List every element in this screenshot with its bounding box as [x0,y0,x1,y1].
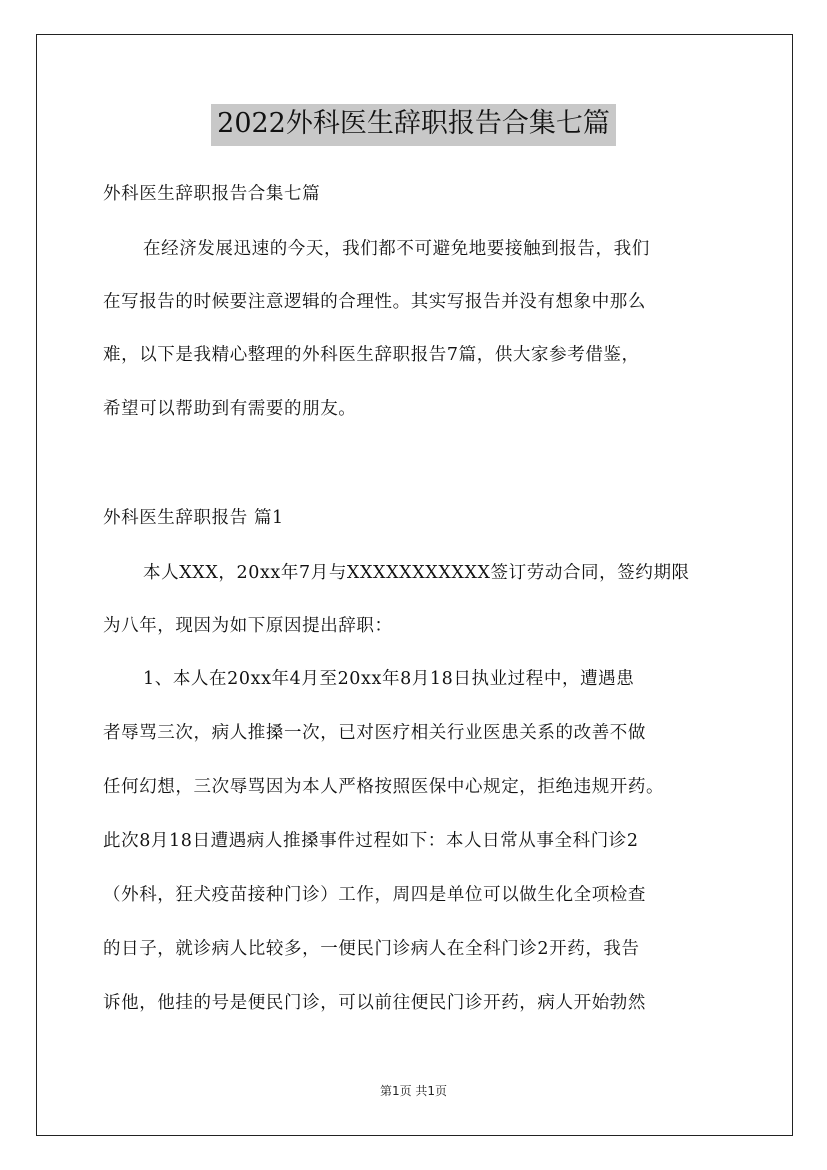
document-title: 2022外科医生辞职报告合集七篇 [211,104,616,146]
document-title-wrap [0,104,827,146]
para2-line-2: 者辱骂三次，病人推搡一次，已对医疗相关行业医患关系的改善不做 [103,723,646,743]
para2-line-6: 的日子，就诊病人比较多，一便民门诊病人在全科门诊2开药，我告 [103,939,640,959]
document-subtitle: 外科医生辞职报告合集七篇 [103,184,321,204]
page-footer: 第1页 共1页 [379,1084,448,1098]
intro-line-1: 在经济发展迅速的今天，我们都不可避免地要接触到报告，我们 [143,239,650,259]
para1-line-2: 为八年，现因为如下原因提出辞职： [103,616,393,636]
para2-line-7: 诉他，他挂的号是便民门诊，可以前往便民门诊开药，病人开始勃然 [103,993,646,1013]
para2-line-1: 1、本人在20xx年4月至20xx年8月18日执业过程中，遭遇患 [143,669,635,689]
para2-line-5: （外科，狂犬疫苗接种门诊）工作，周四是单位可以做生化全项检查 [103,885,646,905]
intro-line-3: 难，以下是我精心整理的外科医生辞职报告7篇，供大家参考借鉴， [103,345,640,365]
intro-line-4: 希望可以帮助到有需要的朋友。 [103,399,357,419]
para2-line-4: 此次8月18日遭遇病人推搡事件过程如下：本人日常从事全科门诊2 [103,831,639,851]
para1-line-1: 本人XXX，20xx年7月与XXXXXXXXXXX签订劳动合同，签约期限 [143,563,690,583]
para2-line-3: 任何幻想，三次辱骂因为本人严格按照医保中心规定，拒绝违规开药。 [103,777,665,797]
intro-line-2: 在写报告的时候要注意逻辑的合理性。其实写报告并没有想象中那么 [103,292,646,312]
section-heading: 外科医生辞职报告 篇1 [103,508,284,528]
